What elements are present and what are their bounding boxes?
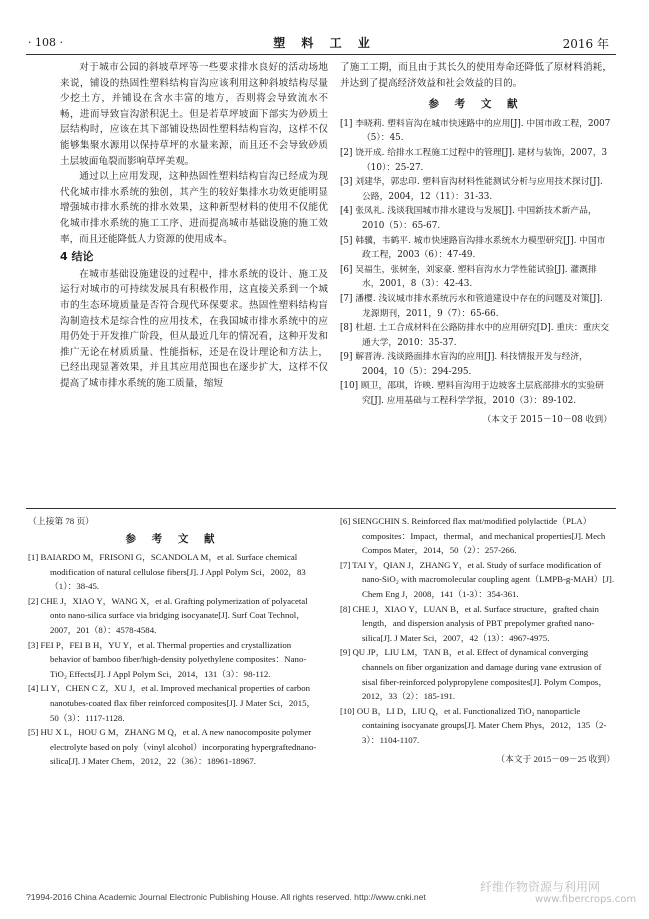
header-rule	[26, 54, 616, 55]
reference-item: [9] 解晋涛. 浅谈路面排水盲沟的应用[J]. 科技情报开发与经济，2004，10（5）：294-295.	[340, 352, 588, 377]
body-paragraph: 了施工工期，而且由于其长久的使用寿命还降低了原材料消耗，并达到了提高经济效益和社会效益的目的。	[340, 62, 612, 89]
references-heading: 参 考 文 献	[125, 533, 221, 545]
reference-item: [10] 顾卫，邵琪，许映. 塑料盲沟用于边坡客土层底部排水的实验研究[J]. 应用基础与工程科学学报，2010（3）：89-102.	[340, 381, 604, 407]
reference-item: [3] 刘建华，郭忠印. 塑料盲沟材料性能测试分析与应用技术探讨[J]. 公路，2004，12（11）：31-33.	[340, 177, 603, 202]
bottom-left-column	[28, 514, 318, 769]
reference-item: [7] TAI Y，QIAN J，ZHANG Y，et al. Study of surface modification of nano-SiO₂ with macromolecular coupling agent（LMPB-g-MAH）[J]. Chem Eng J，2008，141（1-3）：354-361.	[340, 559, 615, 599]
section-divider	[26, 508, 616, 509]
reference-item: [6] SIENGCHIN S. Reinforced flax mat/modified polylactide（PLA）composites：Impact，thermal，and mechanical properties[J]. Mech Compos Mater，2014，50（2）：257-266.	[340, 516, 606, 556]
references-heading: 参 考 文 献	[428, 98, 524, 111]
received-date: （本文于 2015－09－25 收到）	[496, 753, 615, 764]
body-paragraph: 对于城市公园的斜坡草坪等一些要求排水良好的活动场地来说，铺设的热固性塑料结构盲沟应该利用这种斜坡结构尽量少挖土方，并铺设在含水丰富的地方，否则将会导致流水不畅，进而导致盲沟淤积泥土。但是若草坪坡面下部实为砂质土层结构时，应该在其下部铺设热固性塑料结构盲沟，这样不仅能够集聚水源用以保持草坪的水量来源，而且还不会导致砂质土层坡面龟裂而影响草坪美观。	[60, 62, 328, 167]
reference-item: [1] 李晓莉. 塑料盲沟在城市快速路中的应用[J]. 中国市政工程，2007（5）：45.	[340, 118, 611, 144]
publication-year: 2016 年	[562, 37, 609, 51]
journal-title: 塑 料 工 业	[273, 36, 376, 50]
bottom-right-column	[340, 514, 615, 766]
reference-list	[340, 117, 612, 409]
reference-item: [4] LI Y，CHEN C Z，XU J，et al. Improved mechanical properties of carbon nanotubes-coated flax fiber reinforced composites[J]. J Mater Sci，2015，50（3）：1117-1128.	[28, 683, 316, 723]
reference-item: [6] 吴福生，张树奎，刘家豪. 塑料盲沟水力学性能试验[J]. 灌溉排水，2001，8（3）：42-43.	[340, 264, 597, 290]
page-number: · 108 ·	[28, 36, 63, 49]
reference-item: [8] 杜超. 土工合成材料在公路防排水中的应用研究[D]. 重庆：重庆交通大学，2010：35-37.	[340, 323, 610, 348]
reference-item: [2] CHE J，XIAO Y，WANG X，et al. Grafting polymerization of polyacetal onto nano-silica surface via bridging isocyanate[J]. Surf Coat Technol，2007，201（8）：4578-4584.	[28, 595, 308, 635]
reference-item: [7] 潘樱. 浅议城市排水系统污水和管道建设中存在的问题及对策[J]. 龙源期刊，2011，9（7）：65-66.	[340, 293, 603, 319]
watermark-url: www.fibercrops.com	[535, 894, 637, 905]
continued-note: （上接第 78 页）	[28, 516, 94, 526]
reference-item: [5] 韩骥，韦鹤平. 城市快速路盲沟排水系统水力模型研究[J]. 中国市政工程，2003（6）：47-49.	[340, 235, 606, 261]
received-date: （本文于 2015－10－08 收到）	[482, 414, 612, 425]
section-heading: 4 结论	[60, 250, 94, 264]
reference-item: [10] OU B，LI D，LIU Q，et al. Functionalized TiO₂ nanoparticle containing isocyanate groups[J]. Mater Chem Phys，2012，135（2-3）：1104-1107.	[340, 705, 607, 745]
reference-item: [4] 张凤礼. 浅谈我国城市排水建设与发展[J]. 中国新技术新产品，2010（5）：65-67.	[340, 206, 597, 231]
reference-item: [8] CHE J，XIAO Y，LUAN B，et al. Surface structure，grafted chain length，and dispersion analysis of PBT prepolymer grafted nano-silica[J]. J Mater Sci，2007，42（13）：4967-4975.	[340, 603, 599, 643]
watermark-text: 纤维作物资源与利用网	[480, 880, 601, 894]
reference-item: [5] HU X L，HOU G M，ZHANG M Q，et al. A new nanocomposite polymer electrolyte based on poly（vinyl alcohol）incorporating hypergraftednano-silica[J]. J Mater Chem，2012，22（36）：18961-18967.	[28, 727, 317, 767]
body-paragraph: 通过以上应用发现，这种热固性塑料结构盲沟已经成为现代化城市排水系统的独创，其产生的较好集排水功效更能明显增强城市排水系统的排水效果，这种新型材料的使用不仅能优化城市排水系统的施工工序、进而提高城市基础设施的施工效率，而且还能降低人力资源的使用成本。	[60, 171, 328, 245]
body-paragraph: 在城市基础设施建设的过程中，排水系统的设计、施工及运行对城市的可持续发展具有积极作用，这直接关系到一个城市的生态环境质量是否符合现代环保要求。热固性塑料结构盲沟制造技术是综合性的应用技术，在我国城市排水系统中的应用仍处于开发推广阶段，但从最近几年的情况看，这种开发和推广无论在材质质量、性能指标，还是在设计理论和方法上，已经出现显著效果，并且其应用范围也在逐步扩大，这样不仅提高了城市排水系统的施工质量，缩短	[60, 268, 328, 389]
reference-item: [3] FEI P，FEI B H，YU Y，et al. Thermal properties and crystallization behavior of bamboo fiber/high-density polyethylene composites：Nano-TiO₂ Effects[J]. J Appl Polym Sci，2014，131（3）：98-112.	[28, 639, 307, 679]
reference-item: [2] 饶开成. 给排水工程施工过程中的管理[J]. 建材与装饰，2007，3（10）：25-27.	[340, 147, 608, 173]
reference-item: [1] BAIARDO M，FRISONI G，SCANDOLA M，et al. Surface chemical modification of natural cellulose fibers[J]. J Appl Polym Sci，2002，83（1）：38-45.	[28, 552, 306, 592]
left-column	[60, 60, 328, 391]
reference-item: [9] QU JP，LIU LM，TAN B，et al. Effect of dynamical converging channels on fiber organization and damage during vane extrusion of sisal fiber-reinforced polypropylene composites[J]. Polym Compos，2012，33（2）：185-191.	[340, 647, 608, 702]
right-column	[340, 60, 612, 428]
copyright-footer: ?1994-2016 China Academic Journal Electronic Publishing House. All rights reserved. http://www.cnki.net	[26, 892, 426, 902]
